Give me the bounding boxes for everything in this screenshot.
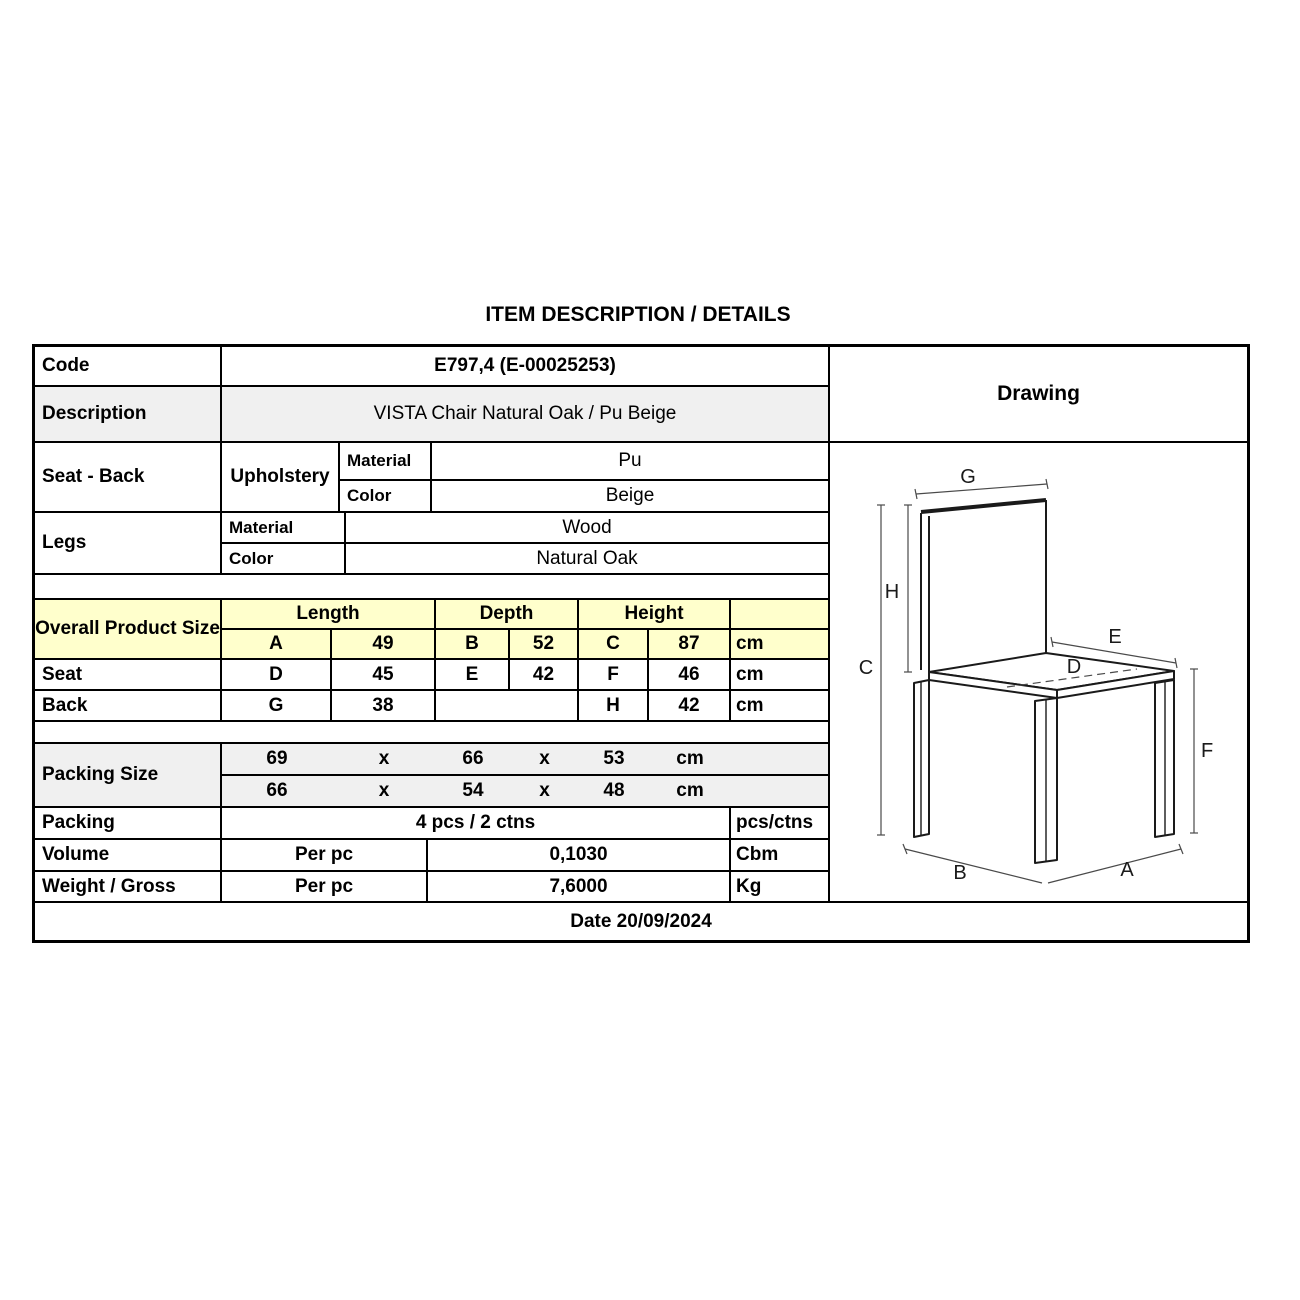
packing-size-1-v1: 69 (266, 748, 288, 769)
size-overall-depth-key: B (436, 630, 510, 658)
volume-basis: Per pc (222, 840, 428, 870)
size-back-length-value: 38 (332, 691, 436, 720)
legs-label: Legs (35, 513, 222, 573)
size-header-row (35, 600, 828, 660)
size-overall-height-value: 87 (649, 630, 731, 658)
size-back-height-value: 42 (649, 691, 731, 720)
packing-size-1-x2: x (539, 748, 550, 769)
size-back-height-key: H (579, 691, 649, 720)
legs-material-label: Material (222, 513, 346, 542)
date-value: Date 20/09/2024 (570, 910, 712, 932)
packing-size-2-v2: 54 (462, 780, 484, 801)
legs-color-label: Color (222, 544, 346, 573)
size-seat-depth-value: 42 (510, 660, 579, 689)
page-title: ITEM DESCRIPTION / DETAILS (485, 303, 791, 326)
spacer-row-2 (35, 722, 828, 744)
dim-label-h: H (884, 581, 900, 603)
packing-value: 4 pcs / 2 ctns (222, 808, 731, 838)
packing-size-2-unit: cm (676, 780, 704, 801)
drawing-title: Drawing (830, 347, 1247, 443)
dim-label-d: D (1066, 656, 1082, 678)
seat-back-color-label: Color (340, 481, 432, 511)
size-seat-length-value: 45 (332, 660, 436, 689)
size-back-row (35, 691, 828, 722)
weight-basis: Per pc (222, 872, 428, 901)
dim-label-c: C (858, 657, 874, 679)
packing-size-2-v3: 48 (603, 780, 625, 801)
size-seat-row (35, 660, 828, 691)
dim-line-g (916, 484, 1047, 494)
weight-unit: Kg (736, 875, 762, 897)
code-label: Code (35, 347, 222, 385)
packing-size-2-x2: x (539, 780, 550, 801)
size-seat-height-value: 46 (649, 660, 731, 689)
weight-label: Weight / Gross (35, 872, 222, 901)
seat-back-material-value: Pu (618, 450, 642, 471)
size-label: Overall Product Size (35, 600, 222, 658)
seat-back-material-label: Material (340, 443, 432, 479)
dim-label-e: E (1108, 626, 1122, 648)
volume-unit: Cbm (736, 844, 779, 865)
packing-label: Packing (35, 808, 222, 838)
chair-drawing (830, 443, 1247, 901)
size-depth-header: Depth (436, 600, 579, 628)
size-back-length-key: G (222, 691, 332, 720)
dim-line-a (1048, 849, 1181, 883)
size-seat-length-key: D (222, 660, 332, 689)
description-row (35, 387, 828, 443)
seat-back-row (35, 443, 828, 513)
size-overall-length-key: A (222, 630, 332, 658)
packing-size-1-x1: x (378, 748, 390, 769)
dim-label-g: G (960, 466, 976, 488)
weight-value: 7,6000 (428, 872, 731, 901)
volume-value: 0,1030 (428, 840, 731, 870)
size-length-header: Length (222, 600, 436, 628)
dim-label-f: F (1201, 740, 1214, 762)
packing-size-1-v2: 66 (462, 748, 484, 769)
size-seat-height-key: F (579, 660, 649, 689)
packing-size-label: Packing Size (35, 744, 222, 806)
size-seat-depth-key: E (436, 660, 510, 689)
chair-line-drawing-svg (830, 443, 1247, 901)
packing-unit: pcs/ctns (736, 812, 814, 833)
size-back-label: Back (35, 691, 222, 720)
weight-row (35, 872, 828, 903)
volume-row (35, 840, 828, 872)
dim-line-b (905, 849, 1042, 883)
seat-back-color-value: Beige (605, 485, 655, 506)
size-overall-height-key: C (579, 630, 649, 658)
spacer-row-1 (35, 575, 828, 600)
drawing-column (828, 347, 1247, 903)
legs-row (35, 513, 828, 575)
dim-label-a: A (1120, 859, 1134, 881)
spec-table (32, 344, 1250, 943)
size-overall-unit: cm (736, 633, 764, 654)
size-overall-length-value: 49 (332, 630, 436, 658)
size-overall-depth-value: 52 (510, 630, 579, 658)
packing-size-2-x1: x (378, 780, 390, 801)
code-row (35, 347, 828, 387)
size-back-unit: cm (736, 694, 764, 716)
spec-table-left (35, 347, 828, 903)
dim-label-b: B (953, 862, 967, 884)
packing-size-1-v3: 53 (603, 748, 625, 769)
size-seat-unit: cm (736, 663, 764, 685)
date-row (35, 903, 1247, 940)
code-value: E797,4 (E-00025253) (434, 355, 616, 376)
description-value: VISTA Chair Natural Oak / Pu Beige (373, 403, 677, 424)
packing-row (35, 808, 828, 840)
legs-color-value: Natural Oak (536, 547, 638, 569)
size-height-header: Height (579, 600, 731, 628)
seat-back-upholstery: Upholstery (222, 443, 340, 511)
size-seat-label: Seat (35, 660, 222, 689)
backrest-top-edge (921, 500, 1046, 512)
packing-size-1-unit: cm (676, 748, 704, 769)
legs-material-value: Wood (562, 516, 612, 538)
description-label: Description (35, 387, 222, 441)
seat-back-label: Seat - Back (35, 443, 222, 511)
packing-size-2-v1: 66 (266, 780, 288, 801)
volume-label: Volume (35, 840, 222, 870)
packing-size-row (35, 744, 828, 808)
